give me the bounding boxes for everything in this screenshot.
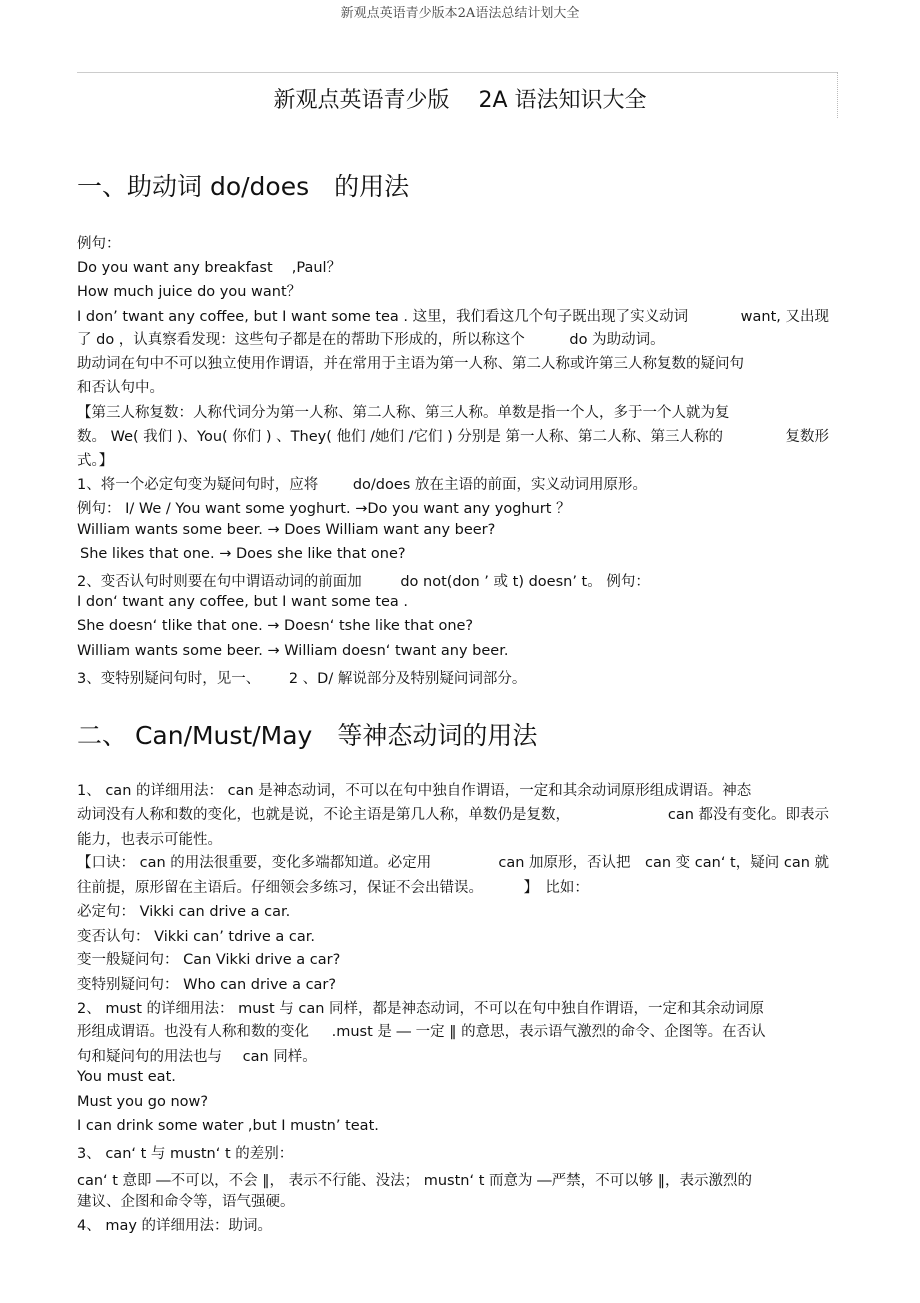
text-segment: 数。 We( 我们 )、You( 你们 ) 、They( 他们 /她们 /它们 ) 分别是 第一人称、第二人称、第三人称的 (77, 429, 723, 445)
must-example: You must eat. (77, 1069, 176, 1085)
text-segment: do 为助动词。 (569, 332, 665, 348)
cant-mustnt-explanation: 建议、企图和命令等，语气强硬。 (77, 1194, 295, 1210)
text-segment: I don’ twant any coffee, but I want some tea . 这里，我们看这几个句子既出现了实义动词 (77, 309, 689, 325)
cant-mustnt-heading: 3、 can‘ t 与 mustn‘ t 的差别： (77, 1146, 294, 1162)
cant-mustnt-explanation: can‘ t 意即 ―不可以，不会 ‖， 表示不行能、没法； mustn‘ t 而意为 ―严禁，不可以够 ‖，表示激烈的 (77, 1173, 752, 1189)
text-segment: 动词没有人称和数的变化，也就是说，不论主语是第几人称，单数仍是复数， (77, 807, 570, 823)
text-segment: 【口诀： can 的用法很重要，变化多端都知道。必定用 (77, 855, 432, 871)
example-label: 例句： (77, 236, 121, 252)
can-usage: 1、 can 的详细用法： can 是神态动词，不可以在句中独自作谓语，一定和其余动词原形组成谓语。神态 (77, 783, 752, 799)
rule-2-example: I don‘ twant any coffee, but I want some tea . (77, 594, 409, 610)
text-segment: do/does 放在主语的前面，实义动词用原形。 (352, 477, 647, 493)
paragraph-line (77, 328, 665, 349)
text-segment: want, 又出现 (740, 309, 829, 325)
page-header: 新观点英语青少版本2A语法总结计划大全 (340, 6, 580, 21)
paragraph-line: 【第三人称复数：人称代词分为第一人称、第二人称、第三人称。单数是指一个人，多于一个人就为复 (77, 405, 730, 421)
section-2-heading: 二、 Can/Must/May 等神态动词的用法 (77, 721, 538, 750)
example-sentence-3 (77, 305, 829, 326)
must-usage: 2、 must 的详细用法： must 与 can 同样，都是神态动词，不可以在句中独自作谓语，一定和其余动词原 (77, 1001, 765, 1017)
text-segment: 3、变特别疑问句时，见一、 (77, 671, 261, 687)
paragraph-line (77, 425, 829, 446)
rule-2-example: William wants some beer. → William doesn‘ twant any beer. (77, 643, 509, 659)
text-segment: 2 、D/ 解说部分及特别疑问词部分。 (288, 671, 527, 687)
text-segment: can 都没有变化。即表示 (667, 807, 829, 823)
rule-2 (77, 570, 650, 591)
rule-1-example: William wants some beer. → Does William want any beer? (77, 522, 496, 538)
rule-1 (77, 473, 647, 494)
rule-3 (77, 667, 526, 688)
must-example: I can drink some water ,but I mustn’ teat. (77, 1118, 379, 1134)
text-segment: 1、将一个必定句变为疑问句时，应将 (77, 477, 319, 493)
document-title: 新观点英语青少版 2A 语法知识大全 (273, 88, 647, 113)
can-usage (77, 803, 829, 824)
can-mnemonic (77, 851, 829, 872)
example-sentence-1: Do you want any breakfast ,Paul？ (77, 260, 342, 276)
text-segment: 往前提，原形留在主语后。仔细领会多练习，保证不会出错误。 (77, 880, 483, 896)
must-usage (77, 1045, 317, 1066)
text-segment: 了 do ，认真察看发现：这些句子都是在的帮助下形成的，所以称这个 (77, 332, 525, 348)
text-segment: can 同样。 (242, 1049, 317, 1065)
can-example: 变一般疑问句： Can Vikki drive a car? (77, 952, 341, 968)
text-segment: .must 是 ― 一定 ‖ 的意思，表示语气激烈的命令、企图等。在否认 (331, 1024, 766, 1040)
frame-top-rule (77, 72, 837, 73)
paragraph-line: 助动词在句中不可以独立使用作谓语，并在常用于主语为第一人称、第二人称或许第三人称复数的疑问句 (77, 356, 744, 372)
must-usage (77, 1020, 766, 1041)
text-segment: 复数形 (785, 429, 829, 445)
may-usage: 4、 may 的详细用法：助词。 (77, 1218, 273, 1234)
text-segment: 形组成谓语。也没有人称和数的变化 (77, 1024, 309, 1040)
can-example: 变特别疑问句： Who can drive a car? (77, 977, 337, 993)
paragraph-line: 式。】 (77, 453, 114, 469)
rule-1-example: She likes that one. → Does she like that one? (80, 546, 406, 562)
can-mnemonic (77, 876, 589, 897)
rule-2-example: She doesn‘ tlike that one. → Doesn‘ tshe like that one? (77, 618, 474, 634)
can-example: 必定句： Vikki can drive a car. (77, 904, 291, 920)
text-segment: 句和疑问句的用法也与 (77, 1049, 222, 1065)
example-sentence-2: How much juice do you want？ (77, 284, 302, 300)
text-segment: 2、变否认句时则要在句中谓语动词的前面加 (77, 574, 362, 590)
can-example: 变否认句： Vikki can’ tdrive a car. (77, 929, 316, 945)
section-1-heading: 一、助动词 do/does 的用法 (77, 172, 410, 201)
paragraph-line: 和否认句中。 (77, 380, 164, 396)
text-segment: 】 比如： (523, 880, 589, 896)
text-segment: do not(don ’ 或 t) doesn’ t。 例句： (400, 574, 650, 590)
must-example: Must you go now? (77, 1094, 209, 1110)
text-segment: can 加原形，否认把 can 变 can‘ t，疑问 can 就 (498, 855, 829, 871)
rule-1-example: 例句： I/ We / You want some yoghurt. →Do you want any yoghurt ？ (77, 501, 571, 517)
can-usage: 能力，也表示可能性。 (77, 832, 222, 848)
